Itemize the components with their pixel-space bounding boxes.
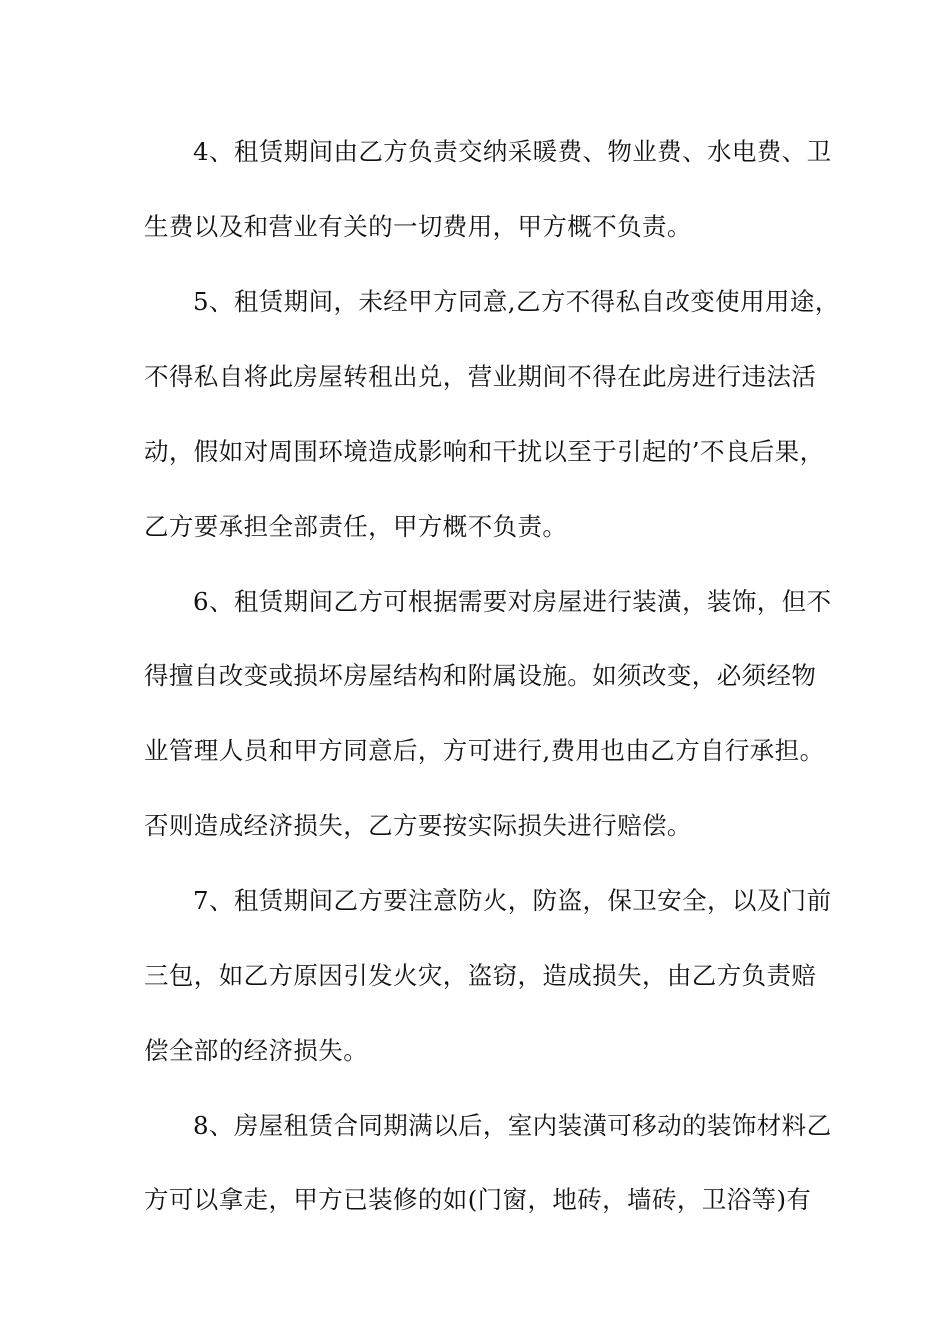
clause-6-line-4: 否则造成经济损失，乙方要按实际损失进行赔偿。 (144, 811, 692, 840)
clause-4-line-1: 4、租赁期间由乙方负责交纳采暖费、物业费、水电费、卫 (193, 137, 832, 166)
clause-5-line-1: 5、租赁期间，未经甲方同意,乙方不得私自改变使用用途， (193, 287, 840, 316)
clause-6-line-1: 6、租赁期间乙方可根据需要对房屋进行装潢，装饰，但不 (193, 587, 832, 616)
clause-8-line-1: 8、房屋租赁合同期满以后，室内装潢可移动的装饰材料乙 (193, 1111, 832, 1140)
clause-5-line-2: 不得私自将此房屋转租出兑，营业期间不得在此房进行违法活 (144, 362, 817, 391)
clause-5-line-4: 乙方要承担全部责任，甲方概不负责。 (144, 512, 568, 541)
clause-7-line-3: 偿全部的经济损失。 (144, 1036, 369, 1065)
clause-5-line-3: 动，假如对周围环境造成影响和干扰以至于引起的’不良后果， (144, 437, 825, 466)
clause-6-line-2: 得擅自改变或损坏房屋结构和附属设施。如须改变，必须经物 (144, 661, 817, 690)
clause-4-line-2: 生费以及和营业有关的一切费用，甲方概不负责。 (144, 212, 692, 241)
clause-7-line-1: 7、租赁期间乙方要注意防火，防盗，保卫安全，以及门前 (193, 886, 832, 915)
clause-8-line-2: 方可以拿走，甲方已装修的如(门窗，地砖，墙砖，卫浴等)有 (144, 1185, 812, 1214)
clause-7-line-2: 三包，如乙方原因引发火灾，盗窃，造成损失，由乙方负责赔 (144, 961, 817, 990)
clause-6-line-3: 业管理人员和甲方同意后，方可进行,费用也由乙方自行承担。 (144, 736, 825, 765)
